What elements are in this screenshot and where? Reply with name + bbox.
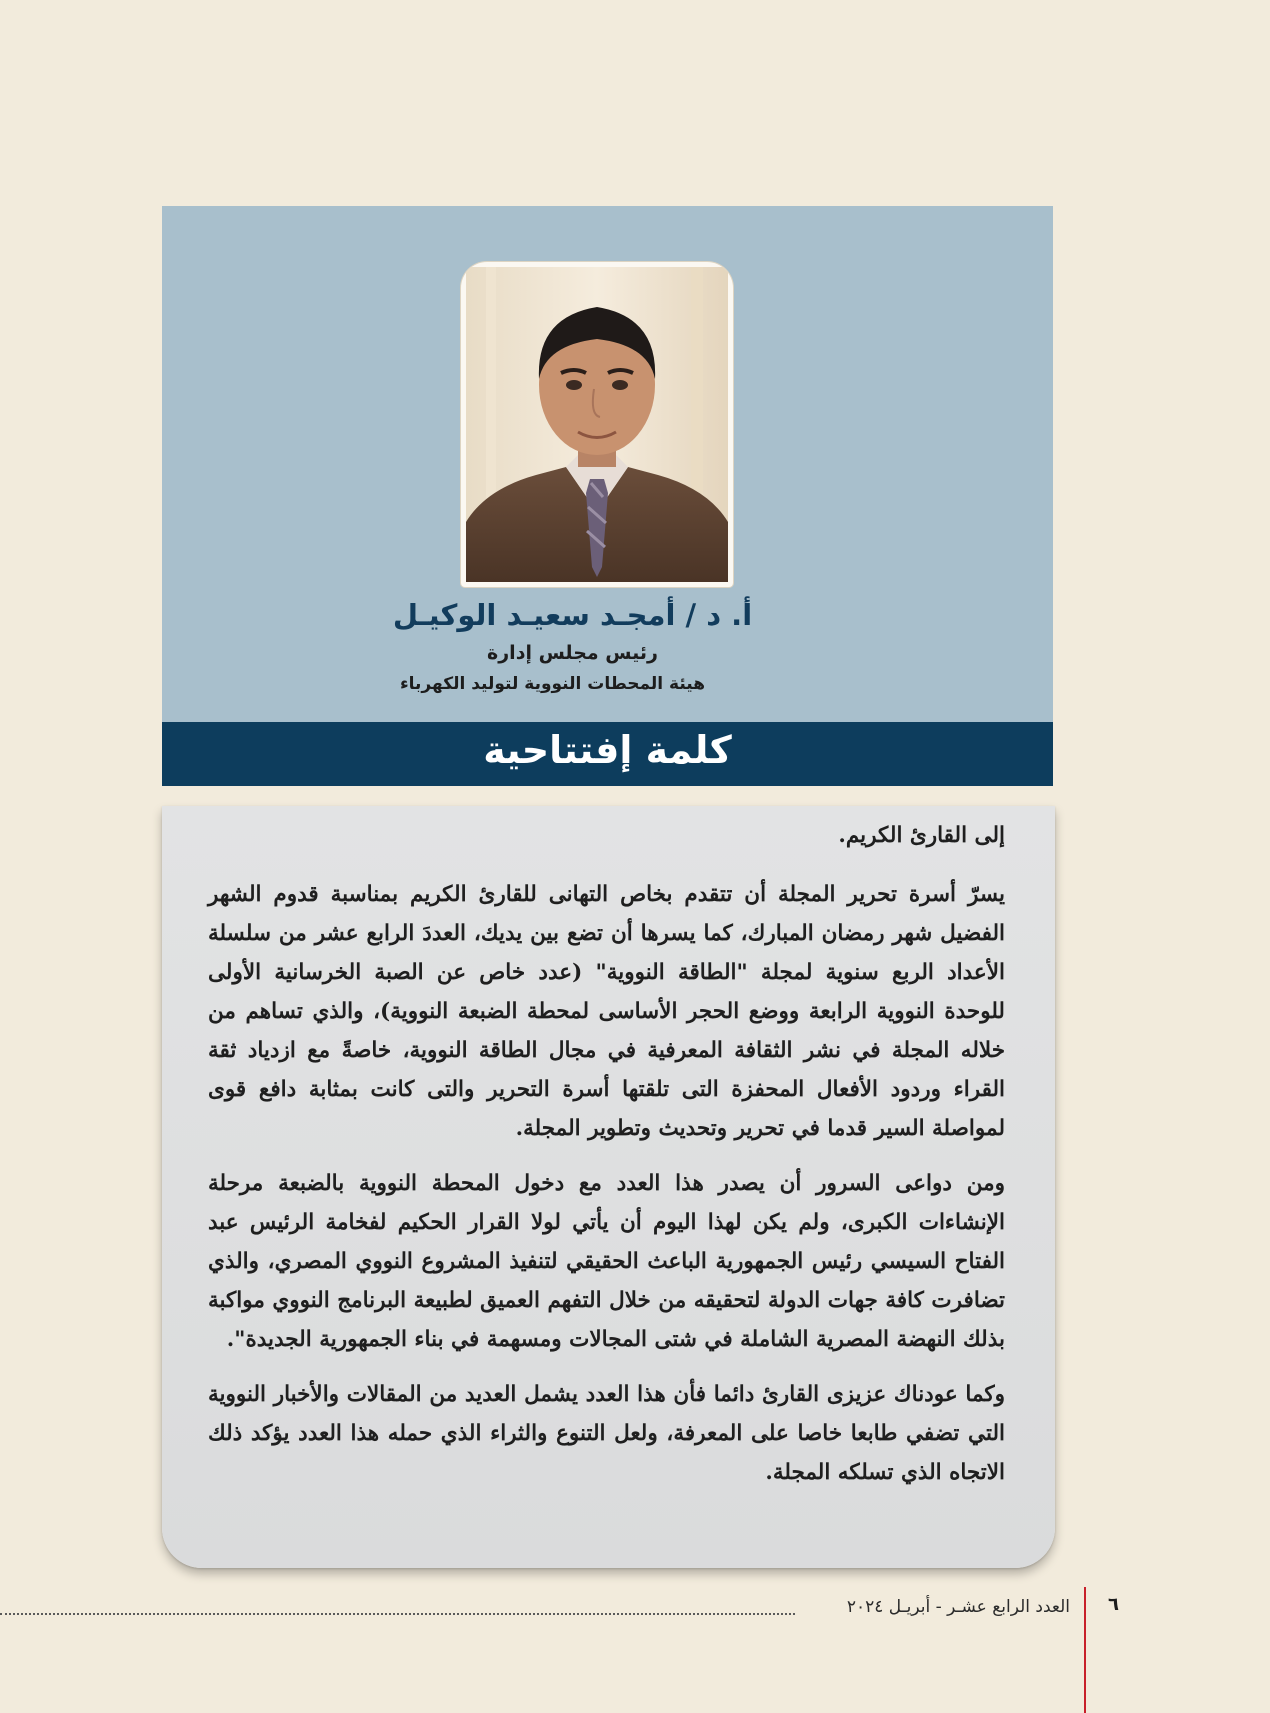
article-card [162,806,1055,1568]
footer-red-rule [1084,1587,1086,1713]
article-text [208,816,1005,1508]
editorial-header-card [162,206,1053,723]
author-role: رئيس مجلس إدارة [487,642,658,664]
page-number: ٦ [1108,1594,1119,1615]
article-paragraph-2: ومن دواعى السرور أن يصدر هذا العدد مع دخول المحطة النووية بالضبعة مرحلة الإنشاءات الكبرى، ولم يكن لهذا اليوم أن يأتي لولا القرار الحكيم لفخامة الرئيس عبد الفتاح السيسي رئيس الجمهورية الباعث الحقيقي لتنفيذ المشروع النووي المصري، والذي تضافرت كافة جهات الدولة لتحقيقه من خلال التفهم العميق لطبيعة البرنامج النووي مواكبة بذلك النهضة المصرية الشاملة في شتى المجالات ومسهمة في بناء الجمهورية الجديدة". [208,1171,1005,1352]
article-greeting: إلى القارئ الكريم. [838,823,1005,848]
banner-title: كلمة إفتتاحية [483,728,732,772]
footer-dotted-line [0,1613,795,1615]
author-name: أ. د / أمجـد سعيـد الوكيـل [392,598,753,632]
article-paragraph-1: يسرّ أسرة تحرير المجلة أن تتقدم بخاص التهانى للقارئ الكريم بمناسبة قدوم الشهر الفضيل شهر رمضان المبارك، كما يسرها أن تضع بين يديك، العددَ الرابع عشر من سلسلة الأعداد الربع سنوية لمجلة "الطاقة النووية" (عدد خاص عن الصبة الخرسانية الأولى للوحدة النووية الرابعة ووضع الحجر الأساسى لمحطة الضبعة النووية)، والذي تساهم من خلاله المجلة في نشر الثقافة المعرفية في مجال الطاقة النووية، خاصةً مع ازدياد ثقة القراء وردود الأفعال المحفزة التى تلقتها أسرة التحرير والتى كانت بمثابة دافع قوى لمواصلة السير قدما في تحرير وتحديث وتطوير المجلة. [208,882,1005,1141]
footer-issue-label: العدد الرابع عشـر - أبريـل ٢٠٢٤ [846,1597,1070,1617]
article-paragraph-3: وكما عودناك عزيزى القارئ دائما فأن هذا العدد يشمل العديد من المقالات والأخبار النووية التي تضفي طابعا خاصا على المعرفة، ولعل التنوع والثراء الذي حمله هذا العدد يؤكد ذلك الاتجاه الذي تسلكه المجلة. [208,1382,1005,1485]
author-organization: هيئة المحطات النووية لتوليد الكهرباء [399,674,706,694]
editorial-banner [162,722,1053,786]
portrait-photo [466,267,728,582]
portrait-frame [461,262,733,587]
